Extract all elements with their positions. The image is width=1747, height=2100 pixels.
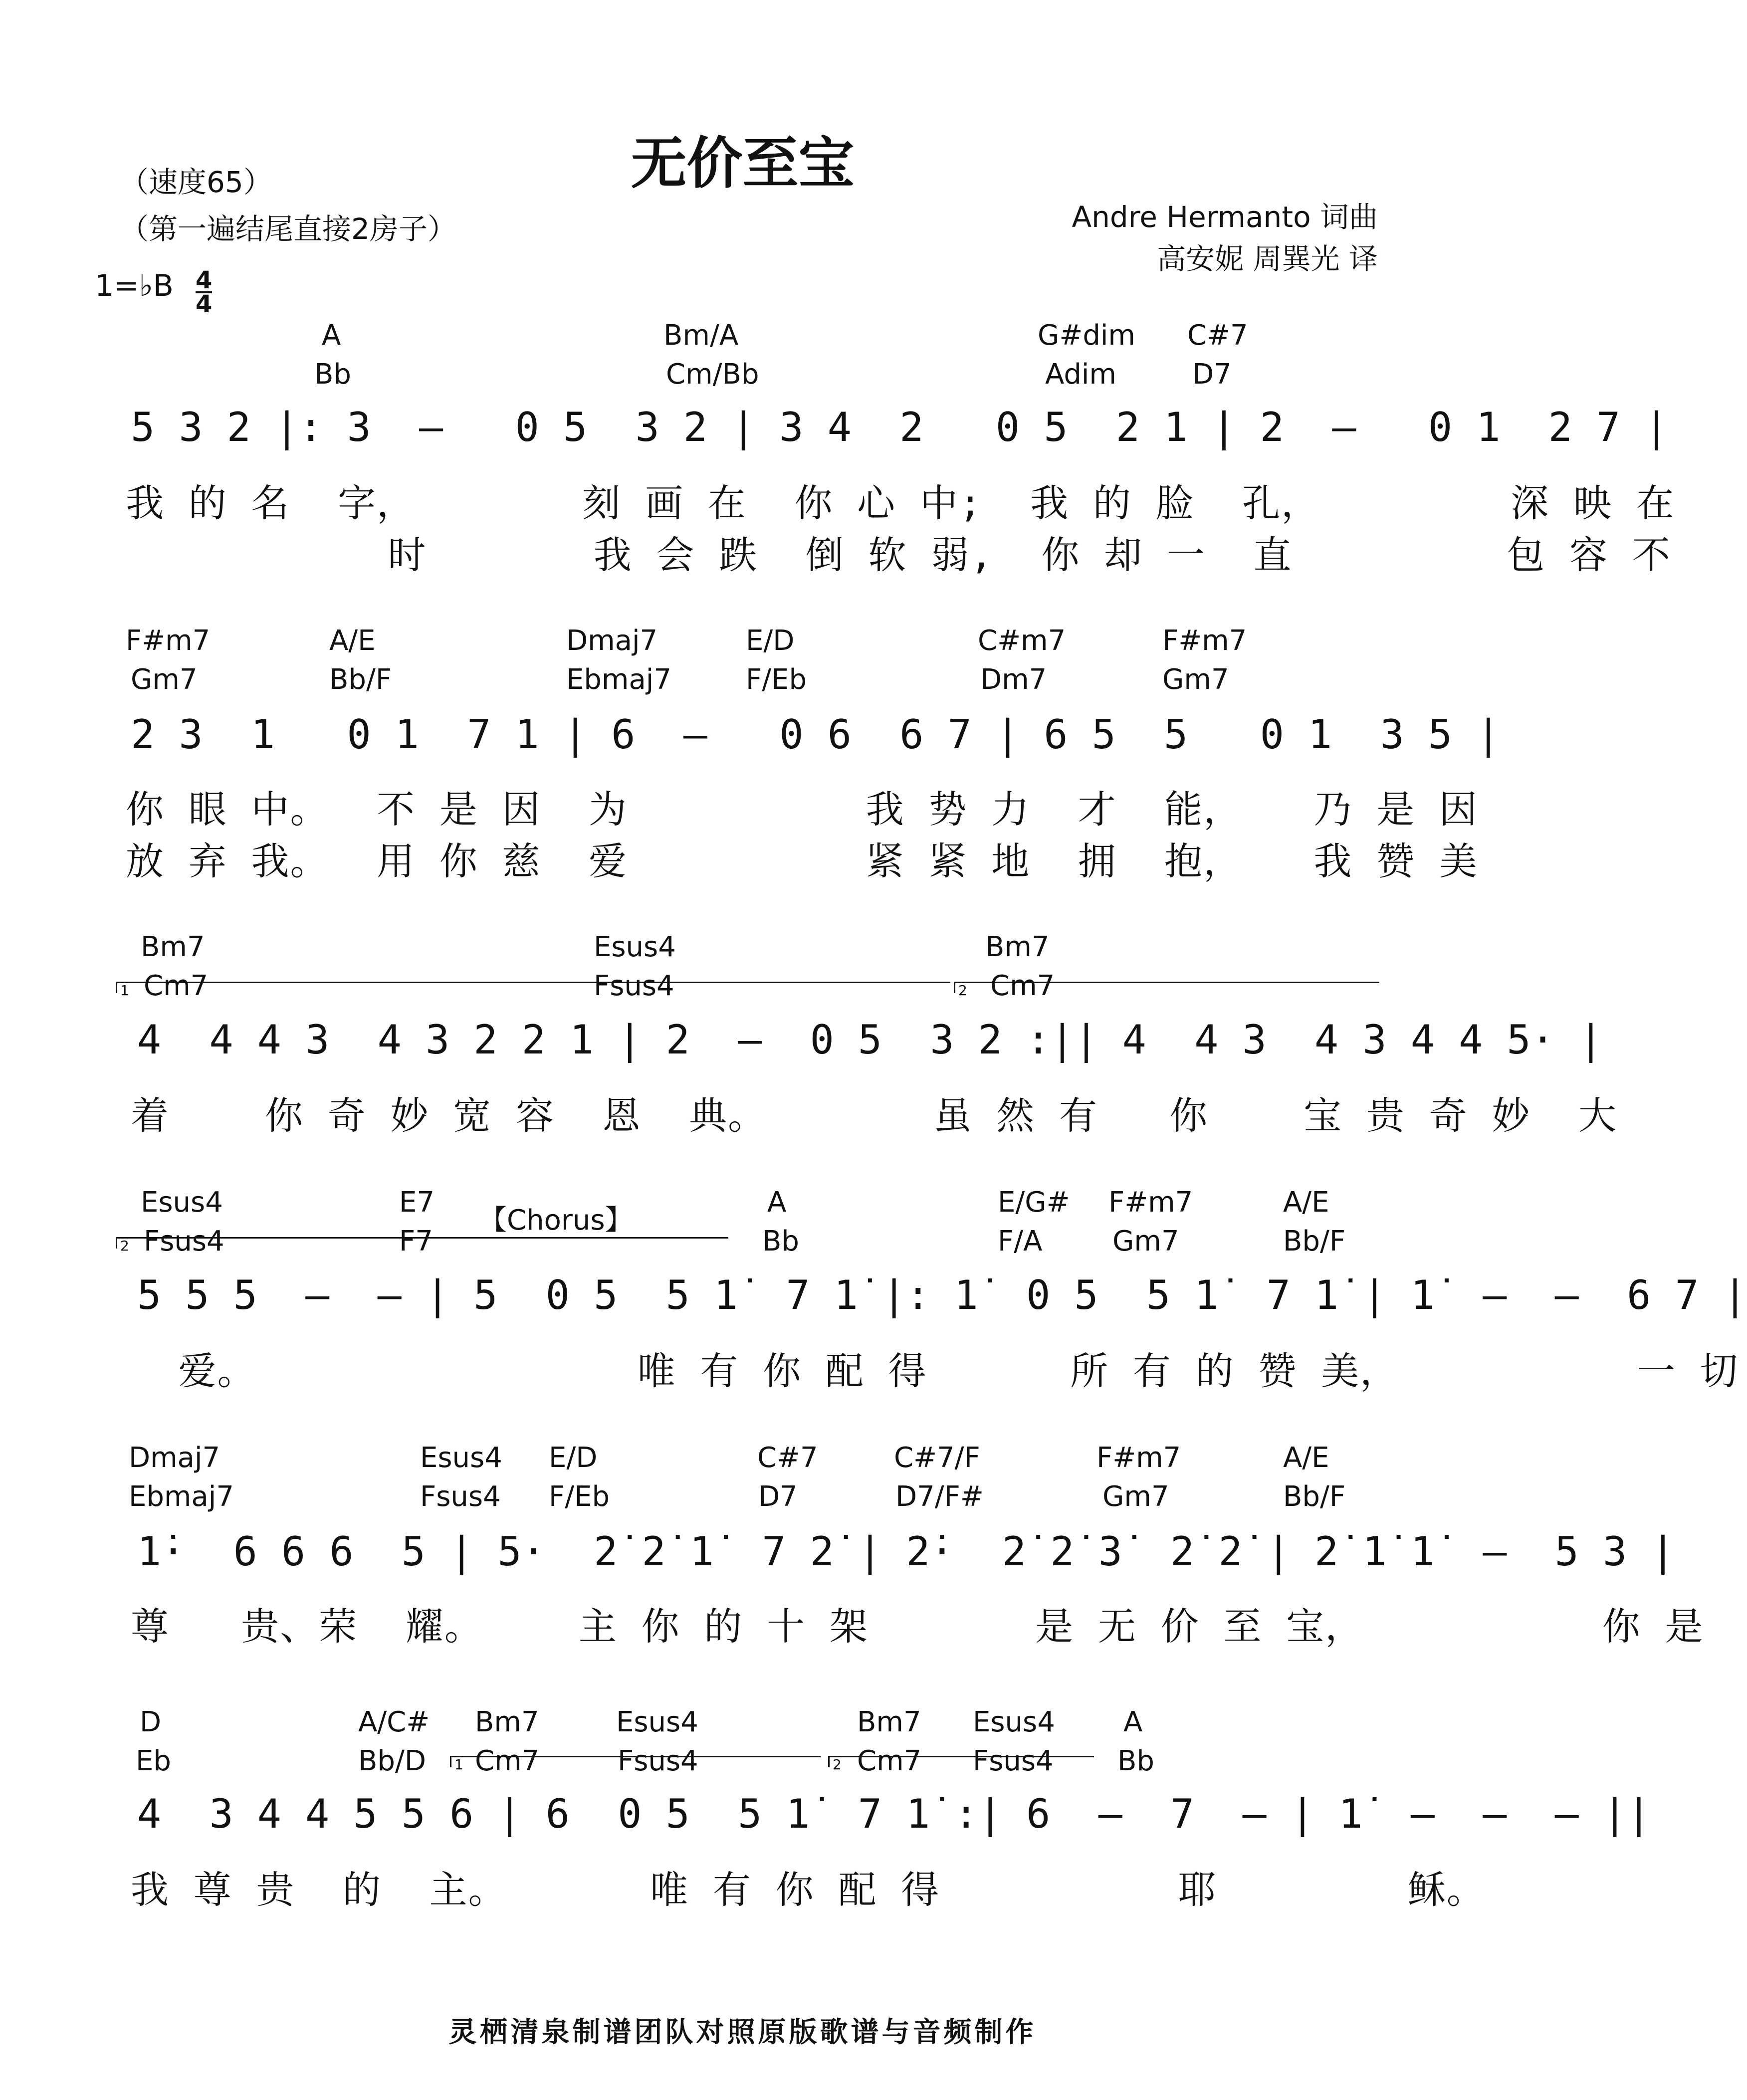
composer-credit: Andre Hermanto 词曲 bbox=[1072, 200, 1378, 234]
chord: Dmaj7 bbox=[129, 1442, 220, 1474]
chorus-label: 【Chorus】 bbox=[479, 1204, 633, 1237]
chord: Bb/D bbox=[358, 1745, 426, 1777]
chord: Bb/F bbox=[329, 663, 392, 696]
tempo-note: （速度65） bbox=[120, 165, 272, 199]
chord: Bb bbox=[314, 358, 351, 391]
chord: Ebmaj7 bbox=[129, 1480, 234, 1513]
chord: Esus4 bbox=[616, 1706, 698, 1738]
key-signature: 1=♭B bbox=[95, 268, 174, 303]
chord: Bb/F bbox=[1283, 1480, 1346, 1513]
song-title: 无价至宝 bbox=[631, 131, 855, 196]
chord: F7 bbox=[399, 1225, 433, 1258]
chord: G#dim bbox=[1038, 319, 1135, 352]
chord: F#m7 bbox=[126, 625, 211, 657]
lyrics-verse-1: 我 的 名 字， 刻 画 在 你 心 中; 我 的 脸 孔， 深 映 在 bbox=[126, 481, 1675, 525]
chord: A/C# bbox=[358, 1706, 430, 1738]
chord: Gm7 bbox=[1102, 1480, 1169, 1513]
translator-credit: 高安妮 周巽光 译 bbox=[1157, 242, 1378, 276]
chord: Eb bbox=[136, 1745, 171, 1777]
volta-number: 1 bbox=[454, 1756, 463, 1773]
chord: Esus4 bbox=[420, 1442, 502, 1474]
footer-credit: 灵栖清泉制谱团队对照原版歌谱与音频制作 bbox=[448, 2016, 1037, 2049]
time-signature bbox=[196, 266, 213, 318]
chord: Bm/A bbox=[663, 319, 739, 352]
chord: A bbox=[767, 1186, 787, 1219]
chord: D bbox=[140, 1706, 162, 1738]
chord: Cm7 bbox=[144, 970, 209, 1002]
jianpu-notes: 5 3 2 |: 3 – 0 5 3 2 | 3 4 2 0 5 2 1 | 2 – 0 1 2 7 | bbox=[131, 404, 1669, 450]
lyrics-verse-1: 你 眼 中。 不 是 因 为 我 势 力 才 能， 乃 是 因 bbox=[126, 787, 1478, 832]
chord: Cm7 bbox=[475, 1745, 540, 1777]
chord: Bm7 bbox=[475, 1706, 539, 1738]
chord: D7 bbox=[758, 1480, 798, 1513]
chord: Fsus4 bbox=[144, 1225, 224, 1258]
jianpu-notes: 2 3 1 0 1 7 1 | 6 – 0 6 6 7 | 6 5 5 0 1 3 5 | bbox=[131, 711, 1501, 758]
repeat-note: （第一遍结尾直接2房子） bbox=[120, 212, 456, 246]
chord: F/Eb bbox=[746, 663, 807, 696]
chord: D7 bbox=[1192, 358, 1232, 391]
chord: D7/F# bbox=[895, 1480, 984, 1513]
chord: Dm7 bbox=[980, 663, 1047, 696]
chord: F#m7 bbox=[1162, 625, 1247, 657]
chord: A/E bbox=[329, 625, 376, 657]
chord: Bm7 bbox=[985, 931, 1050, 963]
chord: A/E bbox=[1283, 1442, 1329, 1474]
chord: E/D bbox=[549, 1442, 598, 1474]
chord: Bb/F bbox=[1283, 1225, 1346, 1258]
lyrics-verse-1: 爱。 唯 有 你 配 得 所 有 的 赞 美， 一 切 bbox=[131, 1349, 1739, 1393]
chord: Ebmaj7 bbox=[566, 663, 671, 696]
chord: Dmaj7 bbox=[566, 625, 658, 657]
chord: Esus4 bbox=[594, 931, 676, 963]
chord: E7 bbox=[399, 1186, 435, 1219]
volta-number: 2 bbox=[120, 1238, 129, 1254]
chord: Adim bbox=[1045, 358, 1116, 391]
lyrics-verse-1: 尊 贵、荣 耀。 主 你 的 十 架 是 无 价 至 宝， 你 是 bbox=[131, 1604, 1704, 1649]
chord: Cm/Bb bbox=[666, 358, 759, 391]
lyrics-verse-1: 我 尊 贵 的 主。 唯 有 你 配 得 耶 稣。 bbox=[131, 1868, 1486, 1912]
chord: Bb bbox=[762, 1225, 799, 1258]
lyrics-verse-2: 时 我 会 跌 倒 软 弱, 你 却 一 直 包 容 不 bbox=[126, 533, 1671, 577]
chord: E/G# bbox=[998, 1186, 1070, 1219]
chord: F/A bbox=[998, 1225, 1043, 1258]
chord: C#m7 bbox=[978, 625, 1066, 657]
chord: Fsus4 bbox=[973, 1745, 1054, 1777]
volta-number: 1 bbox=[120, 982, 129, 999]
chord: F/Eb bbox=[549, 1480, 610, 1513]
chord: A bbox=[322, 319, 341, 352]
chord: Gm7 bbox=[131, 663, 198, 696]
jianpu-notes: 4 3 4 4 5 5 6 | 6 0 5 5 1̇ 7 1̇ :| 6 – 7 – | 1̇ – – – || bbox=[137, 1791, 1651, 1837]
chord: Fsus4 bbox=[618, 1745, 698, 1777]
chord: Bb bbox=[1117, 1745, 1154, 1777]
chord: F#m7 bbox=[1108, 1186, 1193, 1219]
volta-number: 2 bbox=[833, 1756, 842, 1773]
chord: Bm7 bbox=[857, 1706, 921, 1738]
chord: C#7 bbox=[1187, 319, 1248, 352]
jianpu-notes: 5 5 5 – – | 5 0 5 5 1̇ 7 1̇ |: 1̇ 0 5 5 1̇ 7 1̇ | 1̇ – – 6 7 | bbox=[137, 1272, 1747, 1318]
chord: Fsus4 bbox=[420, 1480, 501, 1513]
chord: C#7 bbox=[757, 1442, 818, 1474]
volta-number: 2 bbox=[958, 982, 967, 999]
lyrics-verse-2: 放 弃 我。 用 你 慈 爱 紧 紧 地 拥 抱， 我 赞 美 bbox=[126, 839, 1478, 883]
chord: A bbox=[1123, 1706, 1143, 1738]
chord: Cm7 bbox=[990, 970, 1055, 1002]
chord: Esus4 bbox=[973, 1706, 1055, 1738]
time-signature-denominator: 4 bbox=[196, 290, 213, 318]
jianpu-notes: 4 4 4 3 4 3 2 2 1 | 2 – 0 5 3 2 :|| 4 4 3 4 3 4 4 5· | bbox=[137, 1017, 1603, 1063]
chord: Cm7 bbox=[857, 1745, 922, 1777]
chord: E/D bbox=[746, 625, 795, 657]
chord: F#m7 bbox=[1096, 1442, 1181, 1474]
jianpu-notes: 1̇· 6 6 6 5 | 5· 2̇ 2̇ 1̇ 7 2̇ | 2̇· 2̇ 2̇ 3̇ 2̇ 2̇ | 2̇ 1̇ 1̇ – 5 3 | bbox=[137, 1528, 1675, 1575]
time-signature-numerator: 4 bbox=[196, 266, 213, 294]
lyrics-verse-1: 着 你 奇 妙 宽 容 恩 典。 虽 然 有 你 宝 贵 奇 妙 大 bbox=[131, 1093, 1617, 1138]
chord: Gm7 bbox=[1162, 663, 1229, 696]
chord: A/E bbox=[1283, 1186, 1329, 1219]
chord: Gm7 bbox=[1112, 1225, 1179, 1258]
chord: Fsus4 bbox=[594, 970, 674, 1002]
chord: Bm7 bbox=[141, 931, 205, 963]
chord: Esus4 bbox=[141, 1186, 223, 1219]
chord: C#7/F bbox=[894, 1442, 980, 1474]
